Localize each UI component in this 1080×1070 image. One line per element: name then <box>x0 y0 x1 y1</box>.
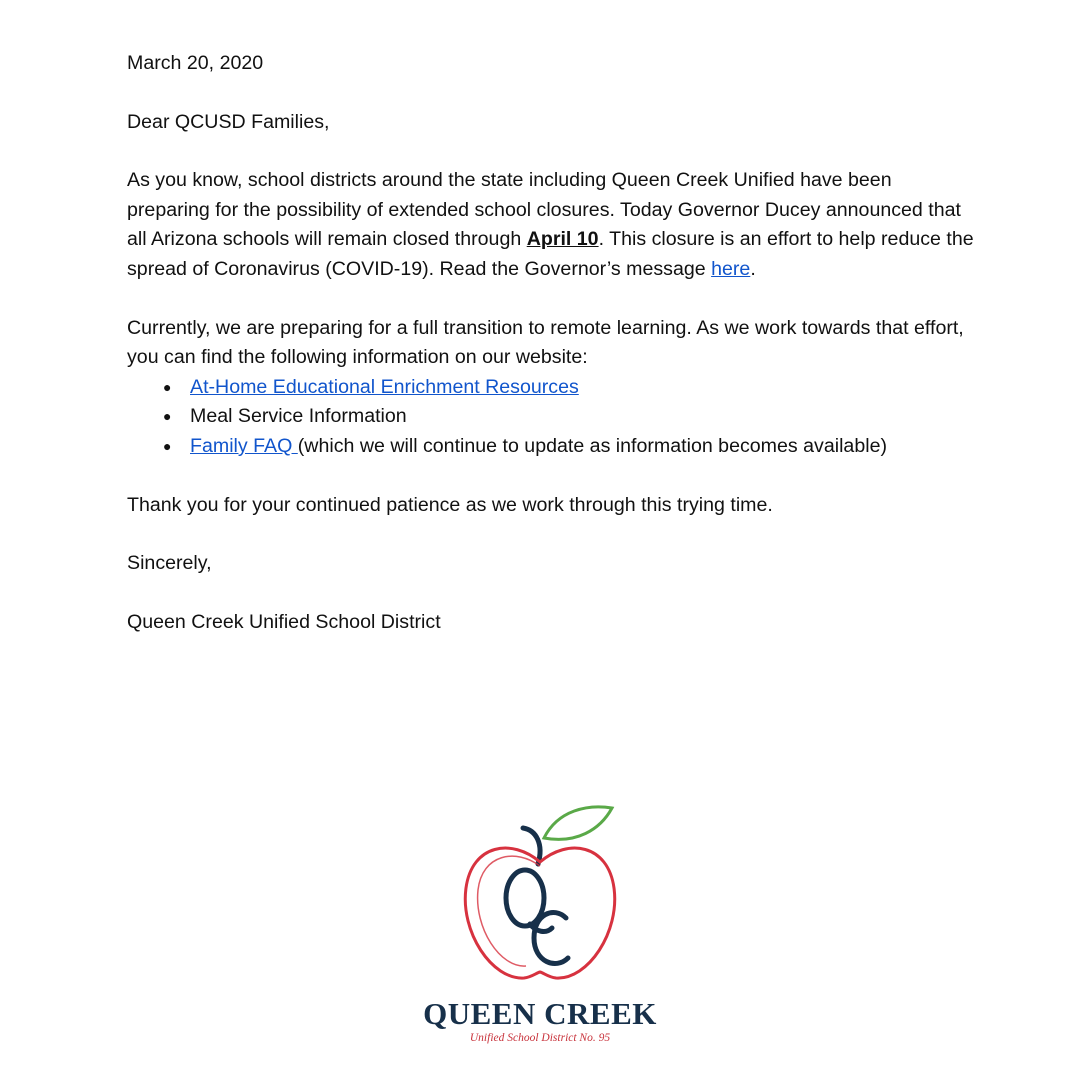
monogram-c <box>534 912 568 963</box>
logo-title: QUEEN CREEK <box>423 996 657 1031</box>
leaf-icon <box>544 807 612 840</box>
letter-date: March 20, 2020 <box>127 52 264 74</box>
district-logo <box>420 800 660 1050</box>
family-faq-link[interactable]: Family FAQ <box>190 434 298 457</box>
closure-date: April 10 <box>526 228 599 251</box>
paragraph-closure-announcement <box>127 166 977 284</box>
bullet-icon: ● <box>163 437 172 454</box>
letter-body <box>127 49 977 637</box>
faq-note: (which we will continue to update as information becomes available) <box>297 434 887 457</box>
paragraph-text: . <box>750 257 756 280</box>
meal-service-text: Meal Service Information <box>190 405 407 428</box>
letter-closing: Sincerely, <box>127 552 212 575</box>
letter-greeting: Dear QCUSD Families, <box>127 110 330 133</box>
paragraph-thanks: Thank you for your continued patience as we work through this trying time. <box>127 493 773 516</box>
letter-signature: Queen Creek Unified School District <box>127 610 441 633</box>
logo-subtitle: Unified School District No. 95 <box>469 1032 611 1044</box>
paragraph-text: . This closure is an effort to help reduce the spread of Coronavirus (COVID-19). Read the Governor’s message <box>127 228 974 280</box>
list-item <box>127 432 977 462</box>
apple-icon <box>420 800 660 990</box>
bullet-icon: ● <box>163 408 172 425</box>
list-item <box>127 373 977 403</box>
paragraph-text: As you know, school districts around the state including Queen Creek Unified have been preparing for the possibility of extended school closures. Today Governor Ducey announced that all Arizona schools will remain closed through <box>127 169 961 251</box>
governor-message-link[interactable]: here <box>711 257 751 280</box>
bullet-icon: ● <box>163 378 172 395</box>
enrichment-resources-link[interactable]: At-Home Educational Enrichment Resources <box>190 375 579 398</box>
list-item <box>127 402 977 432</box>
resource-list <box>127 373 977 462</box>
paragraph-remote-learning: Currently, we are preparing for a full transition to remote learning. As we work towards that effort, you can find the following information on our website: <box>127 316 964 369</box>
